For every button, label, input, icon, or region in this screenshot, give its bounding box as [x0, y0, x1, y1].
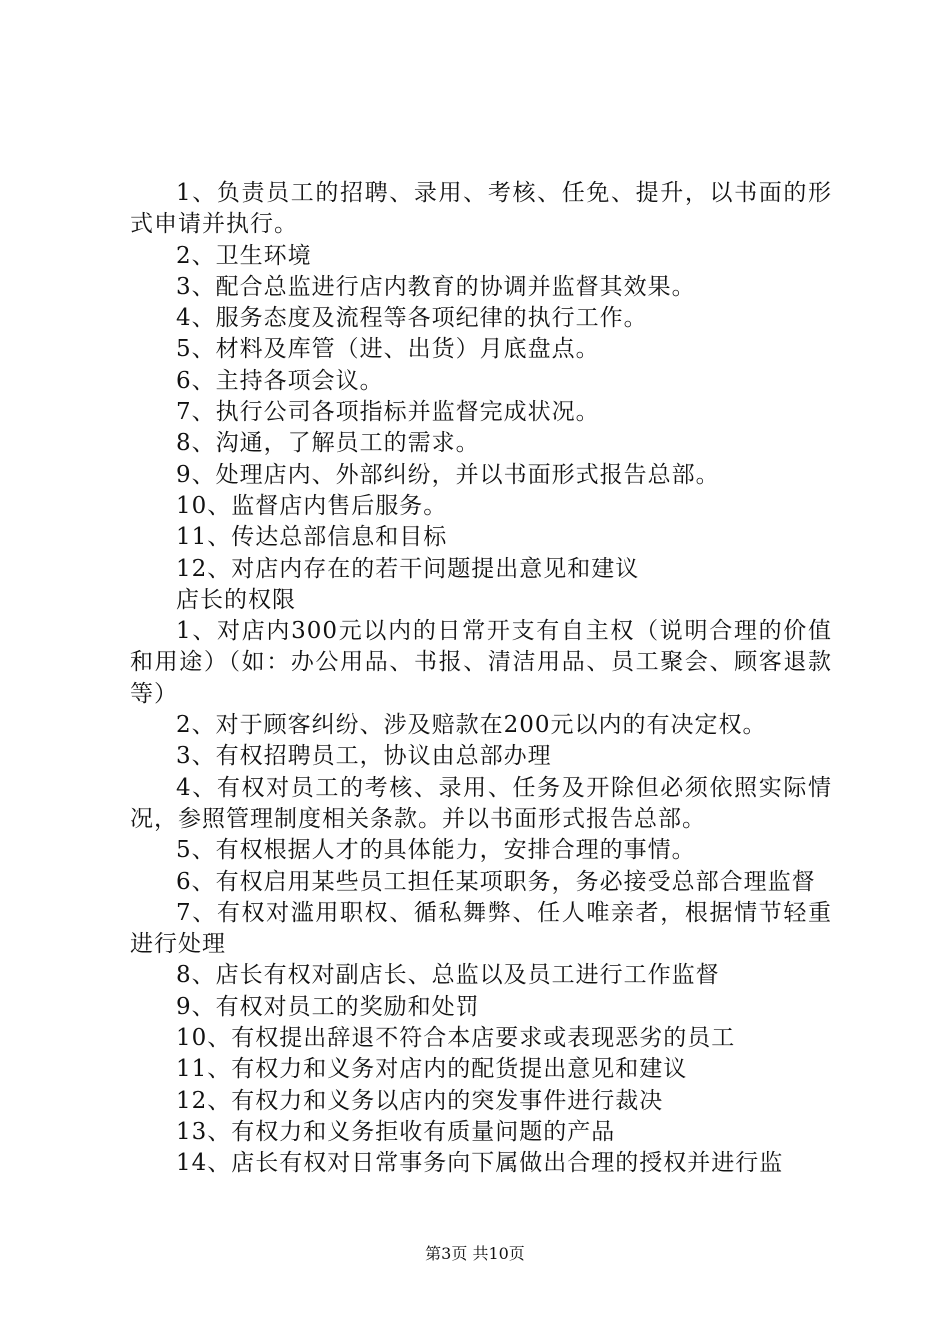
paragraph-authority-12: 12、有权力和义务以店内的突发事件进行裁决: [176, 1087, 664, 1114]
section-heading-authority: 店长的权限: [176, 586, 296, 613]
paragraph-duty-10: 10、监督店内售后服务。: [176, 492, 448, 519]
paragraph-duty-11: 11、传达总部信息和目标: [176, 524, 448, 551]
paragraph-authority-13: 13、有权力和义务拒收有质量问题的产品: [176, 1118, 616, 1145]
paragraph-authority-14: 14、店长有权对日常事务向下属做出合理的授权并进行监: [176, 1150, 784, 1177]
paragraph-authority-3: 3、有权招聘员工，协议由总部办理: [176, 743, 552, 770]
paragraph-authority-8: 8、店长有权对副店长、总监以及员工进行工作监督: [176, 962, 720, 989]
paragraph-duty-3: 3、配合总监进行店内教育的协调并监督其效果。: [176, 273, 696, 300]
paragraph-authority-4: 4、有权对员工的考核、录用、任务及开除但必须依照实际情况，参照管理制度相关条款。并以书面形式报告总部。: [130, 774, 832, 832]
document-body: [130, 178, 832, 1180]
paragraph-duty-6: 6、主持各项会议。: [176, 367, 384, 394]
paragraph-duty-9: 9、处理店内、外部纠纷，并以书面形式报告总部。: [176, 461, 720, 488]
paragraph-authority-7: 7、有权对滥用职权、循私舞弊、任人唯亲者，根据情节轻重进行处理: [130, 899, 832, 958]
paragraph-authority-10: 10、有权提出辞退不符合本店要求或表现恶劣的员工: [176, 1025, 736, 1052]
paragraph-authority-9: 9、有权对员工的奖励和处罚: [176, 993, 480, 1020]
paragraph-duty-4: 4、服务态度及流程等各项纪律的执行工作。: [176, 305, 648, 332]
paragraph-duty-7: 7、执行公司各项指标并监督完成状况。: [176, 399, 600, 426]
paragraph-authority-11: 11、有权力和义务对店内的配货提出意见和建议: [176, 1056, 688, 1083]
paragraph-duty-2: 2、卫生环境: [176, 242, 312, 269]
paragraph-duty-8: 8、沟通，了解员工的需求。: [176, 430, 480, 457]
paragraph-duty-1: 1、负责员工的招聘、录用、考核、任免、提升，以书面的形式申请并执行。: [130, 180, 832, 238]
page-footer: [0, 1244, 950, 1264]
paragraph-authority-1: 1、对店内300元以内的日常开支有自主权（说明合理的价值和用途）（如：办公用品、书报、清洁用品、员工聚会、顾客退款等）: [130, 618, 832, 707]
page-number: 第3页 共10页: [425, 1244, 525, 1263]
paragraph-authority-6: 6、有权启用某些员工担任某项职务，务必接受总部合理监督: [176, 868, 816, 895]
paragraph-authority-5: 5、有权根据人才的具体能力，安排合理的事情。: [176, 837, 696, 864]
paragraph-duty-12: 12、对店内存在的若干问题提出意见和建议: [176, 555, 640, 582]
paragraph-duty-5: 5、材料及库管（进、出货）月底盘点。: [176, 336, 600, 363]
paragraph-authority-2: 2、对于顾客纠纷、涉及赔款在200元以内的有决定权。: [176, 712, 767, 739]
